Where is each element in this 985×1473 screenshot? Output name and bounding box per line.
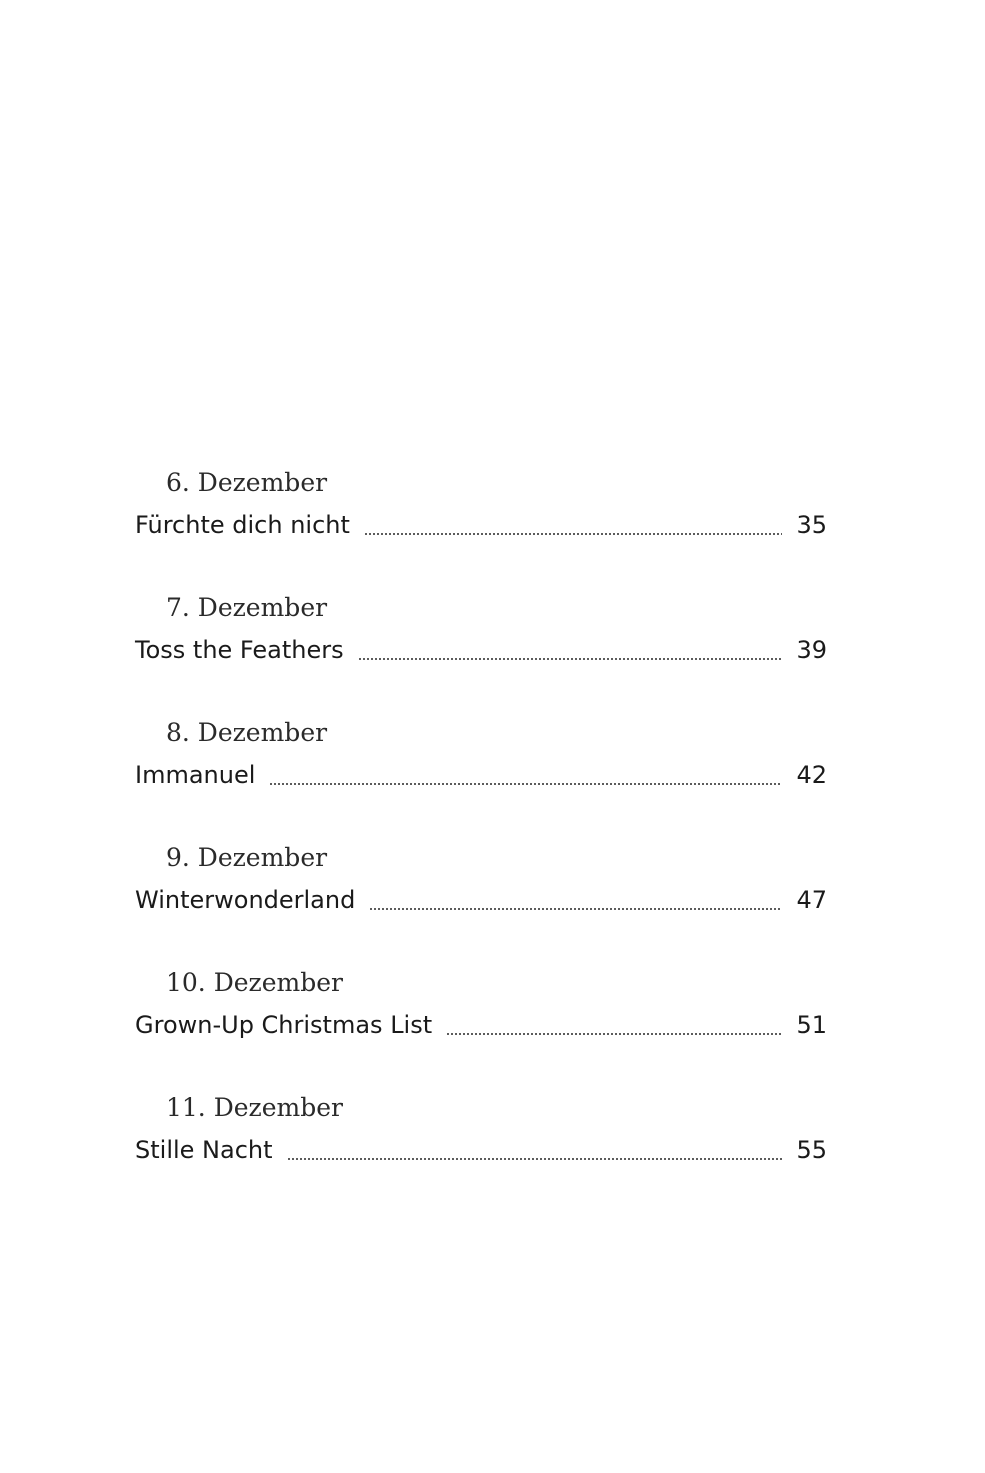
entry-title-row[interactable] — [135, 1008, 827, 1042]
dot-leader — [364, 533, 783, 535]
toc-entry — [135, 591, 827, 716]
entry-title-row[interactable] — [135, 758, 827, 792]
toc-entry — [135, 466, 827, 591]
dot-leader — [358, 658, 783, 660]
entry-page-number: 55 — [796, 1136, 827, 1164]
entry-date: 9. Dezember — [166, 843, 328, 872]
entry-title-row[interactable] — [135, 1133, 827, 1167]
entry-title-row[interactable] — [135, 633, 827, 667]
toc-entry — [135, 966, 827, 1091]
entry-page-number: 35 — [796, 511, 827, 539]
entry-date: 6. Dezember — [166, 468, 328, 497]
dot-leader — [269, 783, 782, 785]
entry-title: Toss the Feathers — [135, 636, 344, 664]
entry-title-row[interactable] — [135, 508, 827, 542]
entry-date: 10. Dezember — [166, 968, 343, 997]
entry-page-number: 42 — [796, 761, 827, 789]
entry-title: Fürchte dich nicht — [135, 511, 350, 539]
dot-leader — [369, 908, 782, 910]
entry-title: Immanuel — [135, 761, 256, 789]
entry-page-number: 51 — [796, 1011, 827, 1039]
dot-leader — [287, 1158, 783, 1160]
entry-title: Grown-Up Christmas List — [135, 1011, 433, 1039]
entry-page-number: 47 — [796, 886, 827, 914]
toc-entry — [135, 841, 827, 966]
entry-date: 7. Dezember — [166, 593, 328, 622]
table-of-contents — [135, 466, 827, 1216]
dot-leader — [446, 1033, 782, 1035]
entry-date: 11. Dezember — [166, 1093, 343, 1122]
entry-page-number: 39 — [796, 636, 827, 664]
entry-date: 8. Dezember — [166, 718, 328, 747]
entry-title: Stille Nacht — [135, 1136, 273, 1164]
toc-entry — [135, 1091, 827, 1216]
toc-entry — [135, 716, 827, 841]
entry-title: Winterwonderland — [135, 886, 356, 914]
entry-title-row[interactable] — [135, 883, 827, 917]
